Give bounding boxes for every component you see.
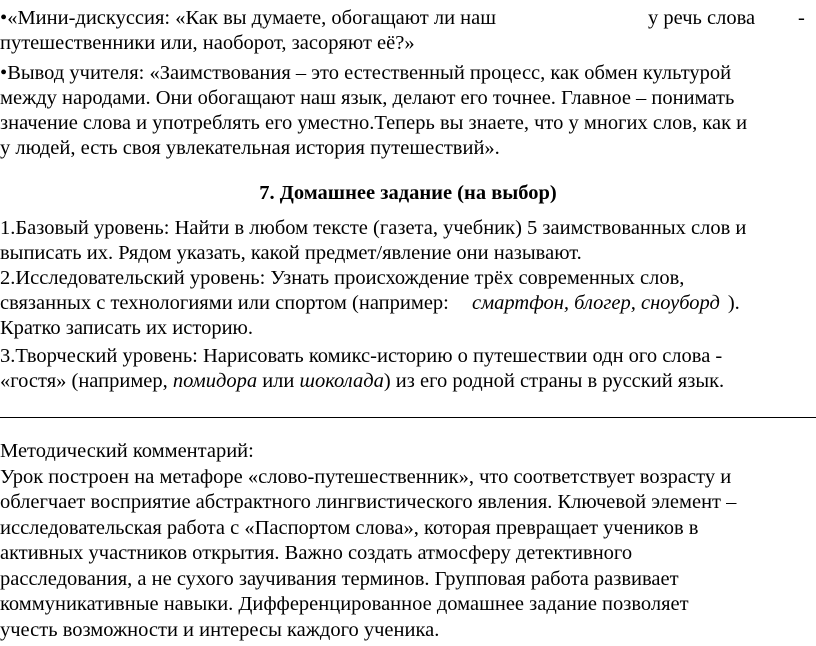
conclusion-line-3: значение слова и употреблять его уместно.Теперь вы знаете, что у многих слов, как и <box>0 112 748 134</box>
conclusion-line-1: •Вывод учителя: «Заимствования – это естественный процесс, как обмен культурой <box>0 62 732 84</box>
homework-line-6: 3.Творческий уровень: Нарисовать комикс-историю о путешествии одн ого слова - <box>0 345 723 367</box>
homework-line-4: связанных с технологиями или спортом (например: смартфон, блогер, сноуборд ). <box>0 292 740 314</box>
homework-line-2: выписать их. Рядом указать, какой предмет/явление они называют. <box>0 242 582 264</box>
discussion-line-1-end: - <box>798 7 805 29</box>
example-words: смартфон, блогер, сноуборд <box>472 292 720 314</box>
commentary-line-3: исследовательская работа с «Паспортом слова», которая превращает учеников в <box>0 517 699 539</box>
homework-line-1: 1.Базовый уровень: Найти в любом тексте (газета, учебник) 5 заимствованных слов и <box>0 217 747 239</box>
conclusion-line-4: у людей, есть своя увлекательная история путешествий». <box>0 137 500 159</box>
example-chocolate: шоколада <box>299 370 384 392</box>
commentary-heading: Методический комментарий: <box>0 440 254 462</box>
example-tomato: помидора <box>172 370 258 392</box>
bullet: • <box>0 7 8 29</box>
conclusion-line-2: между народами. Они обогащают наш язык, делают его точнее. Главное – понимать <box>0 87 735 109</box>
commentary-line-7: учесть возможности и интересы каждого ученика. <box>0 619 440 641</box>
discussion-line-1 <box>0 6 496 30</box>
commentary-line-1: Урок построен на метафоре «слово-путешественник», что соответствует возрасту и <box>0 466 732 488</box>
homework-line-3: 2.Исследовательский уровень: Узнать происхождение трёх современных слов, <box>0 267 685 289</box>
discussion-line-2: путешественники или, наоборот, засоряют её?» <box>0 32 415 54</box>
bullet: • <box>0 62 8 84</box>
discussion-line-1-tail: у речь слова <box>648 7 756 29</box>
homework-line-7: «гостя» (например, помидора или шоколада) из его родной страны в русский язык. <box>0 370 725 392</box>
homework-line-5: Кратко записать их историю. <box>0 317 253 339</box>
commentary-line-2: облегчает восприятие абстрактного лингвистического явления. Ключевой элемент – <box>0 491 737 513</box>
homework-title: 7. Домашнее задание (на выбор) <box>259 182 557 204</box>
commentary-line-4: активных участников открытия. Важно создать атмосферу детективного <box>0 542 633 564</box>
discussion-text-1: «Мини-дискуссия: «Как вы думаете, обогащают ли наш <box>7 7 497 29</box>
section-divider <box>0 417 816 418</box>
commentary-line-6: коммуникативные навыки. Дифференцированное домашнее задание позволяет <box>0 593 689 615</box>
commentary-line-5: расследования, а не сухого заучивания терминов. Групповая работа развивает <box>0 568 679 590</box>
